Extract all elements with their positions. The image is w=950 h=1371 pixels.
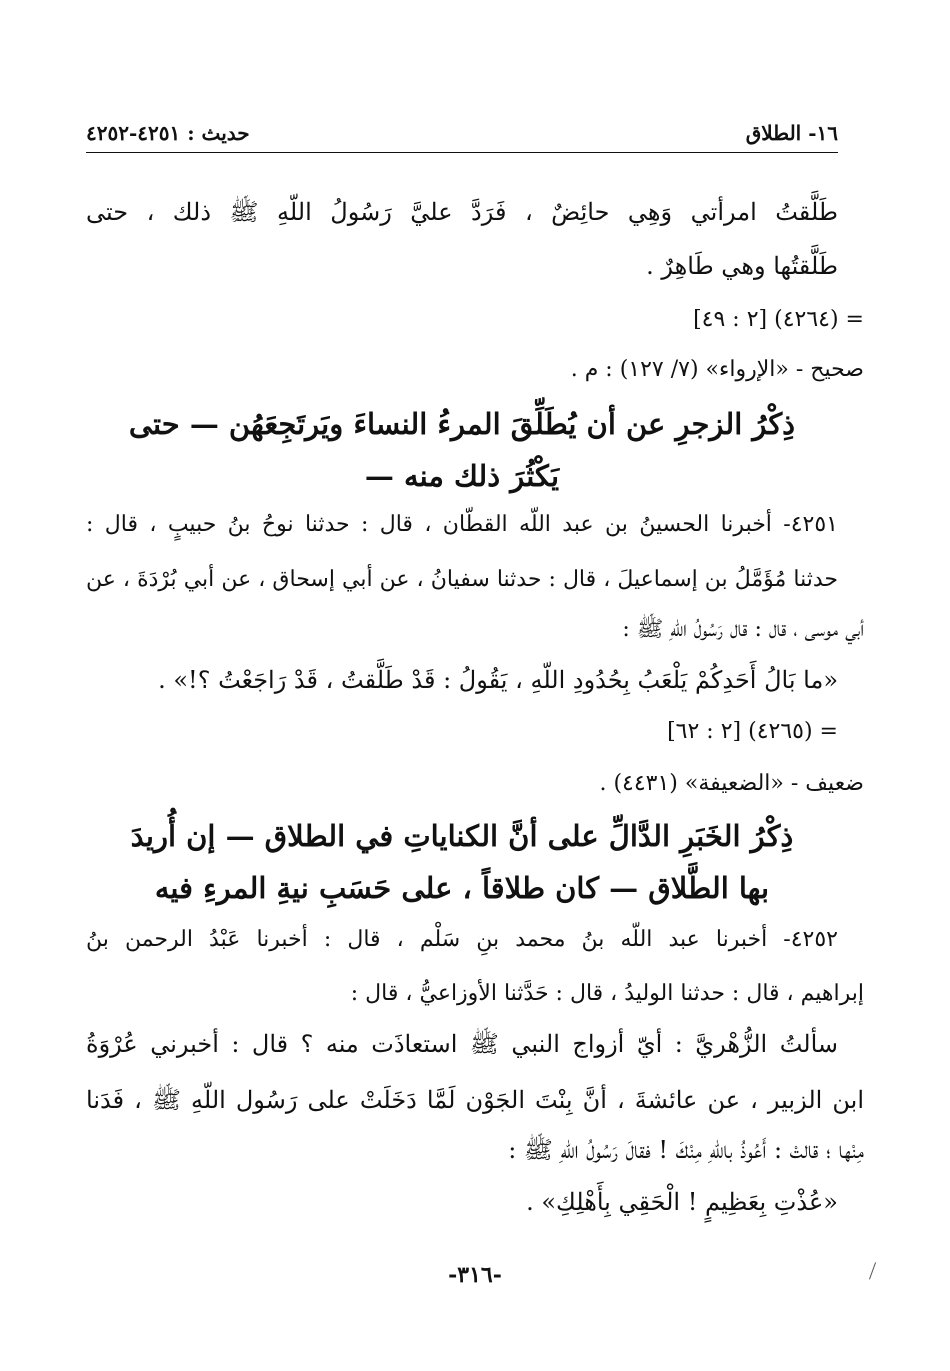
header-divider: [86, 152, 838, 153]
body-line: طَلَّقتُ امرأتي وَهِي حائِضٌ ، فَرَدَّ عليَّ رَسُولُ اللّهِ ﷺ ذلك ، حتى: [86, 198, 838, 226]
cross-reference: = (٤٢٦٤) [٢ : ٤٩]: [693, 307, 864, 332]
section-heading: ذِكْرُ الخَبَرِ الدَّالِّ على أنَّ الكناياتِ في الطلاق — إن أُريدَ: [130, 819, 794, 853]
hadith-range: حديث : ٤٢٥١-٤٢٥٢: [86, 121, 250, 145]
body-line: طَلَّقتُها وهي طَاهِرٌ .: [646, 252, 838, 280]
hadith-text: مِنْها ؛ قالتْ : أَعُوذُ باللّهِ مِنْكَ ! فقالَ رَسُولُ اللّهِ ﷺ :: [508, 1136, 864, 1164]
section-heading: يَكْثُرَ ذلك منه —: [364, 459, 560, 493]
section-heading: بها الطَّلاق — كان طلاقاً ، على حَسَبِ نيةِ المرءِ فيه: [154, 871, 770, 905]
isnad-line: إبراهيم ، قال : حدثنا الوليدُ ، قال : حَدَّثنا الأوزاعيُّ ، قال :: [350, 981, 864, 1006]
page-number: -٣١٦-: [448, 1262, 502, 1288]
grading-note: صحيح - «الإرواء» (٧/ ١٢٧) : م .: [570, 357, 864, 382]
running-header: [86, 116, 838, 150]
cross-reference: = (٤٢٦٥) [٢ : ٦٢]: [667, 719, 838, 744]
isnad-line: ٤٢٥٢- أخبرنا عبد اللّه بنُ محمد بنِ سَلْم ، قال : أخبرنا عَبْدُ الرحمن بنُ: [86, 927, 838, 952]
chapter-title: ١٦- الطلاق: [745, 121, 838, 145]
grading-note: ضعيف - «الضعيفة» (٤٤٣١) .: [599, 771, 864, 796]
hadith-text: ابن الزبير ، عن عائشةَ ، أنَّ بِنْتَ الجَوْن لَمَّا دَخَلَتْ على رَسُول اللّهِ ﷺ ، فَدَنا: [86, 1086, 864, 1114]
section-heading: ذِكْرُ الزجرِ عن أن يُطَلِّقَ المرءُ النساءَ ويَرتَجِعَهُن — حتى: [128, 407, 796, 441]
hadith-text: «عُذْتِ بِعَظِيمٍ ! الْحَقِي بِأَهْلِكِ» .: [526, 1188, 838, 1216]
isnad-line: ٤٢٥١- أخبرنا الحسينُ بن عبد اللّه القطّان ، قال : حدثنا نوحُ بنُ حبيبٍ ، قال :: [86, 512, 838, 537]
hadith-text: «ما بَالُ أَحَدِكُمْ يَلْعَبُ بِحُدُودِ اللّهِ ، يَقُولُ : قَدْ طَلَّقتُ ، قَدْ رَاجَعْتُ ؟!» .: [158, 666, 838, 694]
hadith-text: سألتُ الزُّهْريَّ : أيّ أزواج النبي ﷺ استعاذَت منه ؟ قال : أخبرني عُرْوَةُ: [86, 1030, 838, 1058]
isnad-line: أبي موسى ، قال : قال رَسُولُ اللّهِ ﷺ :: [622, 617, 864, 642]
isnad-line: حدثنا مُؤَمَّلُ بن إسماعيلَ ، قال : حدثنا سفيانُ ، عن أبي إسحاق ، عن أبي بُرْدَةَ ، عن: [86, 567, 838, 592]
